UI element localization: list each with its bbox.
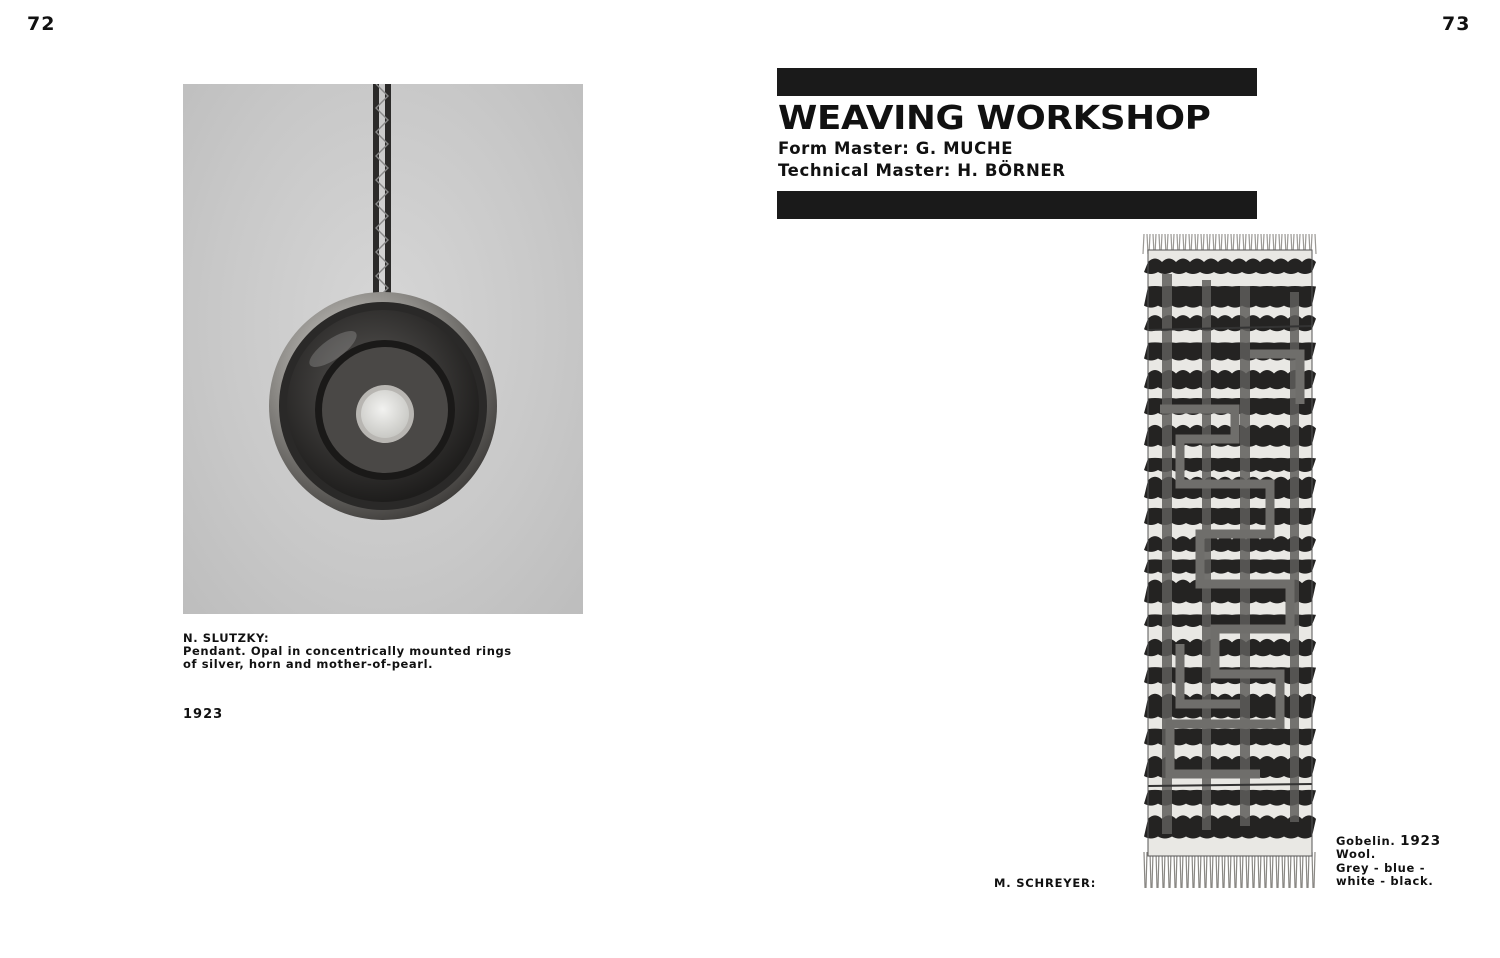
pendant-caption <box>183 632 593 671</box>
tapestry-caption <box>1336 835 1441 888</box>
tapestry-material: Wool. <box>1336 847 1376 862</box>
title-bar-bottom <box>777 191 1257 219</box>
tapestry-colors-line-2: white - black. <box>1336 873 1434 888</box>
cord <box>376 84 388 300</box>
page-title: WEAVING WORKSHOP <box>778 98 1211 137</box>
tapestry-author: M. SCHREYER: <box>994 876 1097 890</box>
pendant-description-line-1: Pendant. Opal in concentrically mounted rings <box>183 644 512 658</box>
pendant-description-line-2: of silver, horn and mother-of-pearl. <box>183 657 434 671</box>
pendant-photo <box>183 84 583 614</box>
page-number-right: 73 <box>1442 13 1471 35</box>
pendant-author: N. SLUTZKY: <box>183 631 270 645</box>
tapestry-photo <box>1140 234 1320 890</box>
tapestry-caption-type: Gobelin. <box>1336 834 1396 848</box>
technical-master-line: Technical Master: H. BÖRNER <box>778 161 1066 180</box>
page-number-left: 72 <box>27 13 56 35</box>
title-bar-top <box>777 68 1257 96</box>
tapestry-colors-line-1: Grey - blue - <box>1336 860 1426 875</box>
tapestry-year: 1923 <box>1400 833 1441 849</box>
pendant-year: 1923 <box>183 707 224 722</box>
form-master-line: Form Master: G. MUCHE <box>778 139 1014 158</box>
